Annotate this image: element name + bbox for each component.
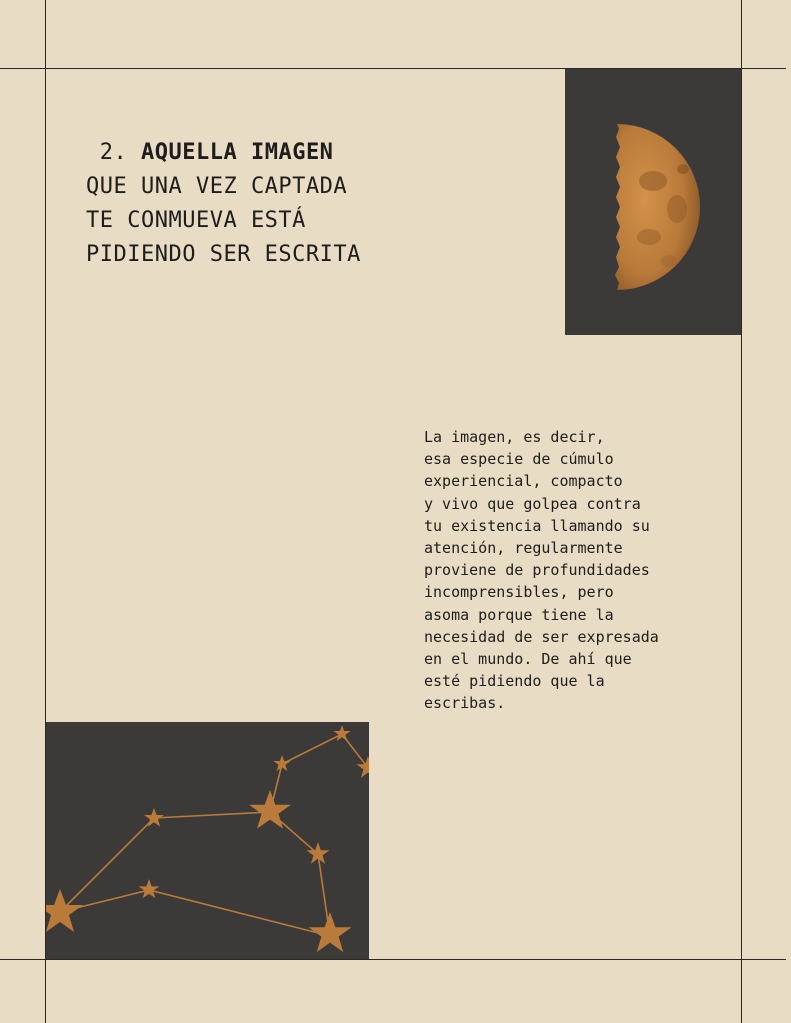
body-paragraph: La imagen, es decir, esa especie de cúmulo experiencial, compacto y vivo que golpea contra tu existencia llamando su atención, regularmente proviene de profundidades incomprensibles, pero asoma porque tiene la necesidad de ser expresada en el mundo. De ahí que esté pidiendo que la escribas. (424, 428, 659, 713)
constellation-image (46, 722, 369, 959)
half-moon-icon (565, 69, 741, 335)
section-heading (86, 136, 361, 272)
heading-bold-text: AQUELLA IMAGEN (141, 140, 334, 165)
heading-number: 2. (99, 140, 128, 165)
heading-line-2: QUE UNA VEZ CAPTADA (86, 174, 348, 199)
constellation-icon (46, 722, 369, 959)
half-moon-image (565, 69, 741, 335)
frame-line-bottom (0, 959, 786, 960)
heading-line-4: PIDIENDO SER ESCRITA (86, 242, 361, 267)
heading-line-3: TE CONMUEVA ESTÁ (86, 208, 306, 233)
heading-first-line (86, 136, 361, 170)
frame-line-right (741, 0, 742, 1023)
